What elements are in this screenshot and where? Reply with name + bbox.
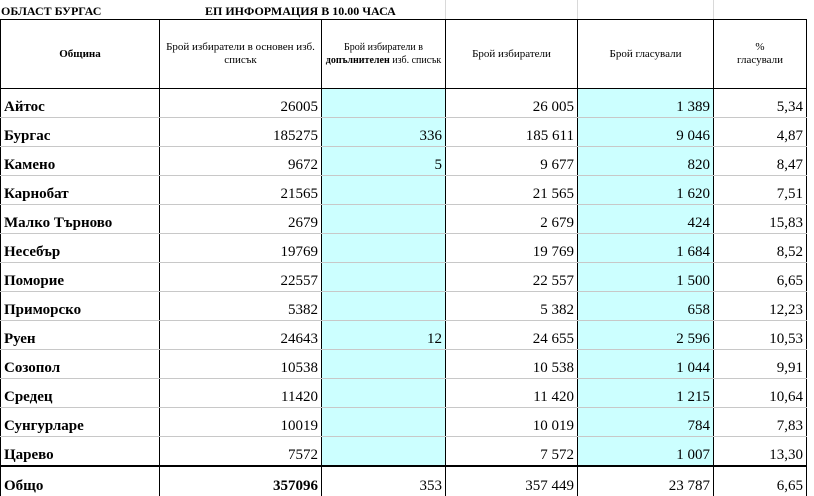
total-percent[interactable]: 6,65 bbox=[714, 466, 807, 496]
table-row bbox=[1, 292, 807, 321]
percent-label-b: гласували bbox=[737, 54, 783, 66]
percent-cell[interactable]: 8,52 bbox=[714, 234, 807, 263]
voted-cell[interactable]: 1 620 bbox=[578, 176, 714, 205]
municipality-cell[interactable]: Средец bbox=[1, 379, 160, 408]
voted-cell[interactable]: 784 bbox=[578, 408, 714, 437]
voters-cell[interactable]: 21 565 bbox=[446, 176, 578, 205]
turnout-table bbox=[0, 19, 807, 496]
percent-cell[interactable]: 7,51 bbox=[714, 176, 807, 205]
voted-cell[interactable]: 1 389 bbox=[578, 89, 714, 118]
extra-list-cell[interactable] bbox=[322, 292, 446, 321]
total-voters[interactable]: 357 449 bbox=[446, 466, 578, 496]
percent-cell[interactable]: 8,47 bbox=[714, 147, 807, 176]
voted-cell[interactable]: 820 bbox=[578, 147, 714, 176]
extra-list-cell[interactable] bbox=[322, 205, 446, 234]
region-title: ОБЛАСТ БУРГАС bbox=[1, 4, 102, 18]
col-header-voted[interactable]: Брой гласували bbox=[578, 20, 714, 89]
voted-cell[interactable]: 1 500 bbox=[578, 263, 714, 292]
table-row bbox=[1, 379, 807, 408]
voters-cell[interactable]: 9 677 bbox=[446, 147, 578, 176]
table-row bbox=[1, 89, 807, 118]
main-list-cell[interactable]: 21565 bbox=[160, 176, 322, 205]
voted-cell[interactable]: 424 bbox=[578, 205, 714, 234]
municipality-cell[interactable]: Приморско bbox=[1, 292, 160, 321]
col-header-percent[interactable] bbox=[714, 20, 807, 89]
gridline bbox=[445, 0, 446, 19]
total-label[interactable]: Общо bbox=[1, 466, 160, 496]
extra-list-label-c: изб. списък bbox=[392, 55, 442, 66]
extra-list-cell[interactable]: 5 bbox=[322, 147, 446, 176]
main-list-cell[interactable]: 2679 bbox=[160, 205, 322, 234]
percent-cell[interactable]: 10,53 bbox=[714, 321, 807, 350]
voted-cell[interactable]: 1 215 bbox=[578, 379, 714, 408]
main-list-cell[interactable]: 7572 bbox=[160, 437, 322, 467]
percent-cell[interactable]: 10,64 bbox=[714, 379, 807, 408]
voted-cell[interactable]: 1 684 bbox=[578, 234, 714, 263]
voters-cell[interactable]: 2 679 bbox=[446, 205, 578, 234]
voters-cell[interactable]: 19 769 bbox=[446, 234, 578, 263]
percent-label-a: % bbox=[755, 41, 765, 53]
col-header-voters[interactable]: Брой избиратели bbox=[446, 20, 578, 89]
extra-list-cell[interactable] bbox=[322, 89, 446, 118]
municipality-cell[interactable]: Руен bbox=[1, 321, 160, 350]
voters-cell[interactable]: 22 557 bbox=[446, 263, 578, 292]
extra-list-cell[interactable] bbox=[322, 408, 446, 437]
extra-list-cell[interactable] bbox=[322, 234, 446, 263]
total-main[interactable]: 357096 bbox=[160, 466, 322, 496]
voted-cell[interactable]: 1 007 bbox=[578, 437, 714, 467]
voted-cell[interactable]: 658 bbox=[578, 292, 714, 321]
voted-cell[interactable]: 1 044 bbox=[578, 350, 714, 379]
extra-list-cell[interactable]: 12 bbox=[322, 321, 446, 350]
voted-cell[interactable]: 9 046 bbox=[578, 118, 714, 147]
percent-cell[interactable]: 4,87 bbox=[714, 118, 807, 147]
table-row bbox=[1, 205, 807, 234]
percent-cell[interactable]: 13,30 bbox=[714, 437, 807, 467]
col-header-extra-list[interactable] bbox=[322, 20, 446, 89]
main-list-cell[interactable]: 24643 bbox=[160, 321, 322, 350]
main-list-cell[interactable]: 22557 bbox=[160, 263, 322, 292]
municipality-cell[interactable]: Малко Търново bbox=[1, 205, 160, 234]
voted-cell[interactable]: 2 596 bbox=[578, 321, 714, 350]
table-row bbox=[1, 147, 807, 176]
municipality-cell[interactable]: Камено bbox=[1, 147, 160, 176]
main-list-cell[interactable]: 9672 bbox=[160, 147, 322, 176]
voters-cell[interactable]: 10 538 bbox=[446, 350, 578, 379]
table-row bbox=[1, 408, 807, 437]
municipality-cell[interactable]: Царево bbox=[1, 437, 160, 467]
extra-list-cell[interactable] bbox=[322, 379, 446, 408]
gridline bbox=[577, 0, 578, 19]
percent-cell[interactable]: 5,34 bbox=[714, 89, 807, 118]
main-list-cell[interactable]: 10019 bbox=[160, 408, 322, 437]
extra-list-cell[interactable] bbox=[322, 350, 446, 379]
voters-cell[interactable]: 24 655 bbox=[446, 321, 578, 350]
total-row bbox=[1, 466, 807, 496]
extra-list-cell[interactable] bbox=[322, 263, 446, 292]
header-row bbox=[1, 20, 807, 89]
municipality-cell[interactable]: Карнобат bbox=[1, 176, 160, 205]
total-extra[interactable]: 353 bbox=[322, 466, 446, 496]
municipality-cell[interactable]: Бургас bbox=[1, 118, 160, 147]
table-row bbox=[1, 234, 807, 263]
extra-list-cell[interactable] bbox=[322, 176, 446, 205]
voters-cell[interactable]: 5 382 bbox=[446, 292, 578, 321]
table-row bbox=[1, 176, 807, 205]
col-header-municipality[interactable]: Община bbox=[1, 20, 160, 89]
main-list-cell[interactable]: 11420 bbox=[160, 379, 322, 408]
voters-cell[interactable]: 10 019 bbox=[446, 408, 578, 437]
extra-list-label-a: Брой избиратели в bbox=[344, 42, 423, 53]
percent-cell[interactable]: 15,83 bbox=[714, 205, 807, 234]
percent-cell[interactable]: 12,23 bbox=[714, 292, 807, 321]
percent-cell[interactable]: 7,83 bbox=[714, 408, 807, 437]
table-row bbox=[1, 118, 807, 147]
voters-cell[interactable]: 185 611 bbox=[446, 118, 578, 147]
table-row bbox=[1, 263, 807, 292]
main-list-cell[interactable]: 19769 bbox=[160, 234, 322, 263]
total-voted[interactable]: 23 787 bbox=[578, 466, 714, 496]
voters-cell[interactable]: 26 005 bbox=[446, 89, 578, 118]
extra-list-cell[interactable] bbox=[322, 437, 446, 467]
municipality-cell[interactable]: Поморие bbox=[1, 263, 160, 292]
municipality-cell[interactable]: Несебър bbox=[1, 234, 160, 263]
main-list-cell[interactable]: 5382 bbox=[160, 292, 322, 321]
municipality-cell[interactable]: Сунгурларе bbox=[1, 408, 160, 437]
info-title: ЕП ИНФОРМАЦИЯ В 10.00 ЧАСА bbox=[205, 4, 396, 18]
voters-cell[interactable]: 7 572 bbox=[446, 437, 578, 467]
main-list-cell[interactable]: 10538 bbox=[160, 350, 322, 379]
percent-cell[interactable]: 9,91 bbox=[714, 350, 807, 379]
extra-list-label-b: допълнителен bbox=[325, 55, 390, 66]
table-row bbox=[1, 321, 807, 350]
extra-list-cell[interactable]: 336 bbox=[322, 118, 446, 147]
main-list-cell[interactable]: 26005 bbox=[160, 89, 322, 118]
table-row bbox=[1, 350, 807, 379]
municipality-cell[interactable]: Созопол bbox=[1, 350, 160, 379]
table-row bbox=[1, 437, 807, 467]
col-header-main-list[interactable]: Брой избиратели в основен изб. списък bbox=[160, 20, 322, 89]
gridline bbox=[713, 0, 714, 19]
main-list-cell[interactable]: 185275 bbox=[160, 118, 322, 147]
municipality-cell[interactable]: Айтос bbox=[1, 89, 160, 118]
percent-cell[interactable]: 6,65 bbox=[714, 263, 807, 292]
voters-cell[interactable]: 11 420 bbox=[446, 379, 578, 408]
